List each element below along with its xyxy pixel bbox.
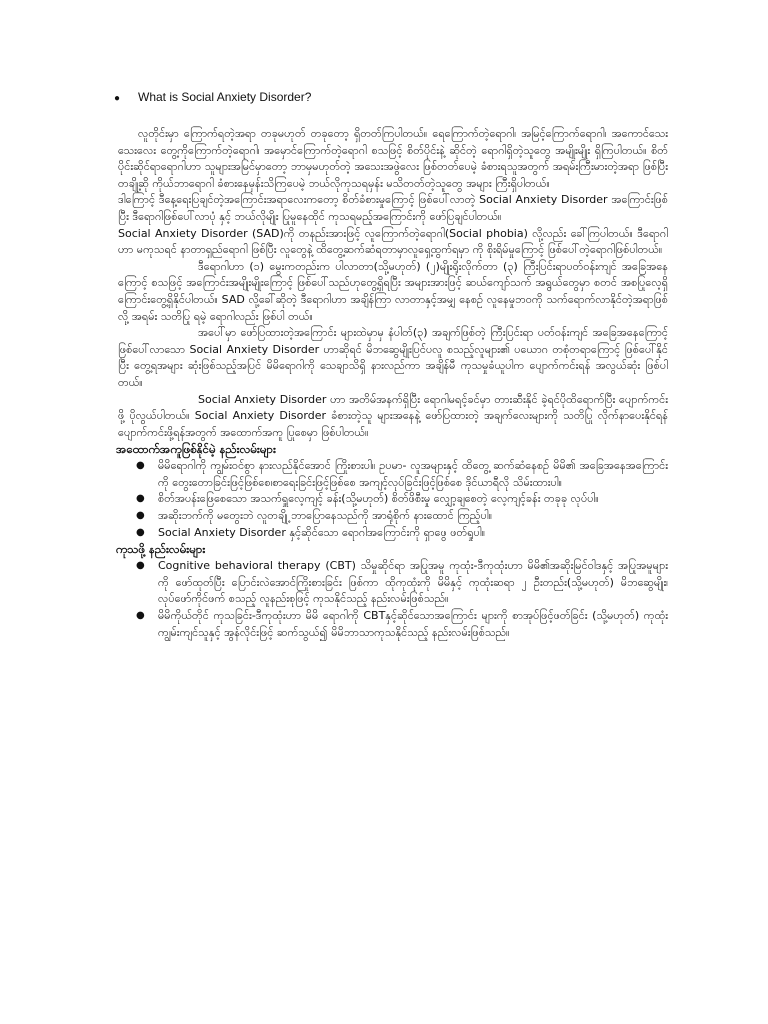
bullet-icon: ●: [136, 610, 145, 622]
bullet-icon: ●: [136, 510, 145, 522]
spacer: [118, 104, 668, 126]
list-item: ● Cognitive behavioral therapy (CBT) သိမှုဆိုင်ရာ အပြုအမူ ကုထုံး-ဒီကုထုံးဟာ မိမိ၏အဆိုးမြင်ဝါဒနှင့် အပြုအမူများကို ဖော်ထုတ်ပြီး ပြောင်းလဲအောင်ကြိုးစားခြင်း ဖြစ်ကာ ထိုကုထုံးကို မိမိနှင့် ကုထုံးဆရာ ၂ ဦးတည်း(သို့မဟုတ်) မိဘဆွေမျိုး၊ လုပ်ဖော်ကိုင်ဖက် စသည့် လူနည်းစုဖြင့် ကုသနိုင်သည့် နည်းလမ်းဖြစ်သည်။: [136, 559, 668, 606]
paragraph-4: ဒီရောဂါဟာ (၁) မွေးကတည်းက ပါလာတာ(သို့မဟုတ်) (၂)မျိုးရိုးလိုက်တာ (၃) ကြီးပြင်းရာပတ်ဝန်းကျင် အခြေအနေကြောင့် စသဖြင့် အကြောင်းအမျိုးမျိုးကြောင့် ဖြစ်ပေါ်သည်ဟုတွေ့ရှိရပြီး အများအားဖြင့် ဆယ်ကျော်သက် အရွယ်တွေမှာ စတင် အစပြုလေ့ရှိကြောင်းတွေ့ရှိနိုင်ပါတယ်။ SAD လို့ခေါ်ဆိုတဲ့ ဒီရောဂါဟာ အချိန်ကြာ လာတာနှင့်အမျှ နေစဉ် လူနေမှုဘဝကို သက်ရောက်လာနိုင်တဲ့အရာဖြစ်လို့ အရမ်း သတိပြု ရမဲ့ ရောဂါလည်း ဖြစ်ပါ တယ်။: [118, 259, 668, 323]
question-heading: [114, 90, 668, 104]
helpful-methods-list: [118, 458, 668, 541]
intro-body: [118, 126, 668, 441]
list-item: ● စိတ်အပန်းဖြေစေသော အသက်ရှူလေ့ကျင့် ခန်း(သို့မဟုတ်) စိတ်ဖိစီးမှု လျှော့ချစေတဲ့ လေ့ကျင့်ခန်း တခုခု လုပ်ပါ။: [158, 491, 668, 508]
bullet-icon: ●: [136, 460, 145, 472]
bullet-icon: ●: [136, 493, 145, 505]
paragraph-6: Social Anxiety Disorder ဟာ အတိမ်အနက်ရှိပြီး ရောဂါမရင့်ခင်မှာ တားဆီးနိုင် ခဲ့ရင်ပိုထိရောက်ပြီး ပျောက်ကင်းဖို့ ပိုလွယ်ပါတယ်။ Social Anxiety Disorder ခံစားတဲ့သူ များအနေနဲ့ ဖော်ပြထားတဲ့ အချက်လေးများကို သတိပြု လိုက်နာပေးနိုင်ရန် ပျောက်ကင်းဖို့ရန်အတွက် အထောက်အကူ ပြုစေမှာ ဖြစ်ပါတယ်။: [118, 392, 668, 439]
paragraph-3: Social Anxiety Disorder (SAD)ကို တနည်းအားဖြင့် လူကြောက်တဲ့ရောဂါ(Social phobia) လို့လည်း ခေါ်ကြပါတယ်။ ဒီရောဂါဟာ မကုသရင် နာတာရှည်ရောဂါ ဖြစ်ပြီး လူတွေနဲ့ ထိတွေ့ဆက်ဆံရတာမှာလူရှေ့ထွက်ရမှာ ကို စိုးရိမ်မှုကြောင့် ဖြစ်ပေါ်တဲ့ရောဂါဖြစ်ပါတယ်။: [118, 226, 668, 257]
section-title-helpful-methods: အထောက်အကူဖြစ်နိုင်မဲ့ နည်းလမ်းများ: [116, 442, 276, 457]
paragraph-5: အပေါ်မှာ ဖော်ပြထားတဲ့အကြောင်း များထဲမှာမှ နံပါတ်(၃) အချက်ဖြစ်တဲ့ ကြီးပြင်းရာ ပတ်ဝန်းကျင် အခြေအနေကြောင့် ဖြစ်ပေါ်လာသော Social Anxiety Disorder ဟာဆိုရင် မိဘဆွေမျိုးပြင်ပလူ စသည့်လူများ၏ ပယောဂ တစုံတရာကြောင့် ဖြစ်ပေါ်နိုင်ပြီး တွေ့ရအများ ဆုံးဖြစ်သည့်အပြင် မိမိရောဂါကို သေချာသိရှိ နားလည်ကာ အချိန်မီ ကုသမှုခံယူပါက ပျောက်ကင်းရန် အလွယ်ဆုံး ဖြစ်ပါတယ်။: [118, 326, 668, 389]
list-item: ● မိမိရောဂါကို ကျွမ်းဝင်စွာ နားလည်နိုင်အောင် ကြိုးစားပါ။ ဥပမာ- လူအများနှင့် ထိတွေ့ ဆက်ဆံနေစဉ် မိမိ၏ အခြေအနေအကြောင်းကို တွေးတောခြင်းဖြင့်ဖြစ်စေ၊စာရေးခြင်းဖြင့်ဖြစ်စေ အကျင့်လုပ်ခြင်းဖြင့်ဖြစ်စေ ဒိုင်ယာရီလို သိမ်းထားပါ။: [136, 459, 668, 489]
paragraph-1: လူတိုင်းမှာ ကြောက်ရတဲ့အရာ တခုမဟုတ် တခုတော့ ရှိတတ်ကြပါတယ်။ ရေကြောက်တဲ့ရောဂါ၊ အမြင့်ကြောက်ရောဂါ၊ အကောင်သေးသေးလေး တွေ့ကိုကြောက်တဲ့ရောဂါ၊ အမှောင်ကြောက်တဲ့ရောဂါ စသဖြင့် စိတ်ပိုင်းနဲ့ ဆိုင်တဲ့ ရောဂါရှိတဲ့သူတွေ အမျိုးမျိုး ရှိကြပါတယ်။ စိတ်ပိုင်းဆိုင်ရာရောဂါဟာ သူများအမြင်မှာတော့ ဘာမှမဟုတ်တဲ့ အသေးအဖွဲလေး ဖြစ်တတ်ပေမဲ့ ခံစားရသူအတွက် အရမ်းကြီးမားတဲ့အရာ ဖြစ်ပြီး တချို့ဆို ကိုယ်ဘာရောဂါ ခံစားနေမှန်းသိကြပေမဲ့ ဘယ်လိုကုသရမှန်း မသိတတ်တဲ့သူတွေ အများ ကြီးရှိပါတယ်။: [118, 127, 668, 190]
list-item: ● Social Anxiety Disorder နှင့်ဆိုင်သော ရောဂါအကြောင်းကို ရှာဖွေ ဖတ်ရှုပါ။: [158, 525, 668, 542]
list-item: ● အဆိုးဘက်ကို မတွေးဘဲ လူတချို့ ဘာပြောနေသည်ကို အာရုံစိုက် နားထောင် ကြည့်ပါ။: [158, 508, 668, 525]
bullet-icon: ●: [114, 93, 121, 104]
bullet-icon: ●: [136, 560, 145, 572]
paragraph-2: ဒါကြောင့် ဒီနေ့ရေးပြချင်တဲ့အကြောင်းအရာလေးကတော့ စိတ်ခံစားမှုကြောင့် ဖြစ်ပေါ်လာတဲ့ Social Anxiety Disorder အကြောင်းဖြစ်ပြီး ဒီရောဂါဖြစ်ပေါ်လာပုံ နှင့် ဘယ်လိုမျိုး ပြုမူနေထိုင် ကုသရမည့်အကြောင်းကို ဖော်ပြချင်ပါတယ်။: [118, 193, 668, 223]
treatment-list: [118, 558, 668, 641]
heading-text: What is Social Anxiety Disorder?: [138, 90, 312, 104]
section-title-treatment: ကုသဖို့ နည်းလမ်းများ: [116, 542, 206, 557]
bullet-icon: ●: [136, 526, 145, 538]
list-item: ● မိမိကိုယ်တိုင် ကုသခြင်း-ဒီကုထုံးဟာ မိမိ ရောဂါကို CBTနှင့်ဆိုင်သောအကြောင်း များကို စာအုပ်ဖြင့်ဖတ်ခြင်း (သို့မဟုတ်) ကုထုံး ကျွမ်းကျင်သူနှင့် အွန်လိုင်းဖြင့် ဆက်သွယ်၍ မိမိဘာသာကုသနိုင်သည့် နည်းလမ်းဖြစ်သည်။: [136, 609, 668, 639]
